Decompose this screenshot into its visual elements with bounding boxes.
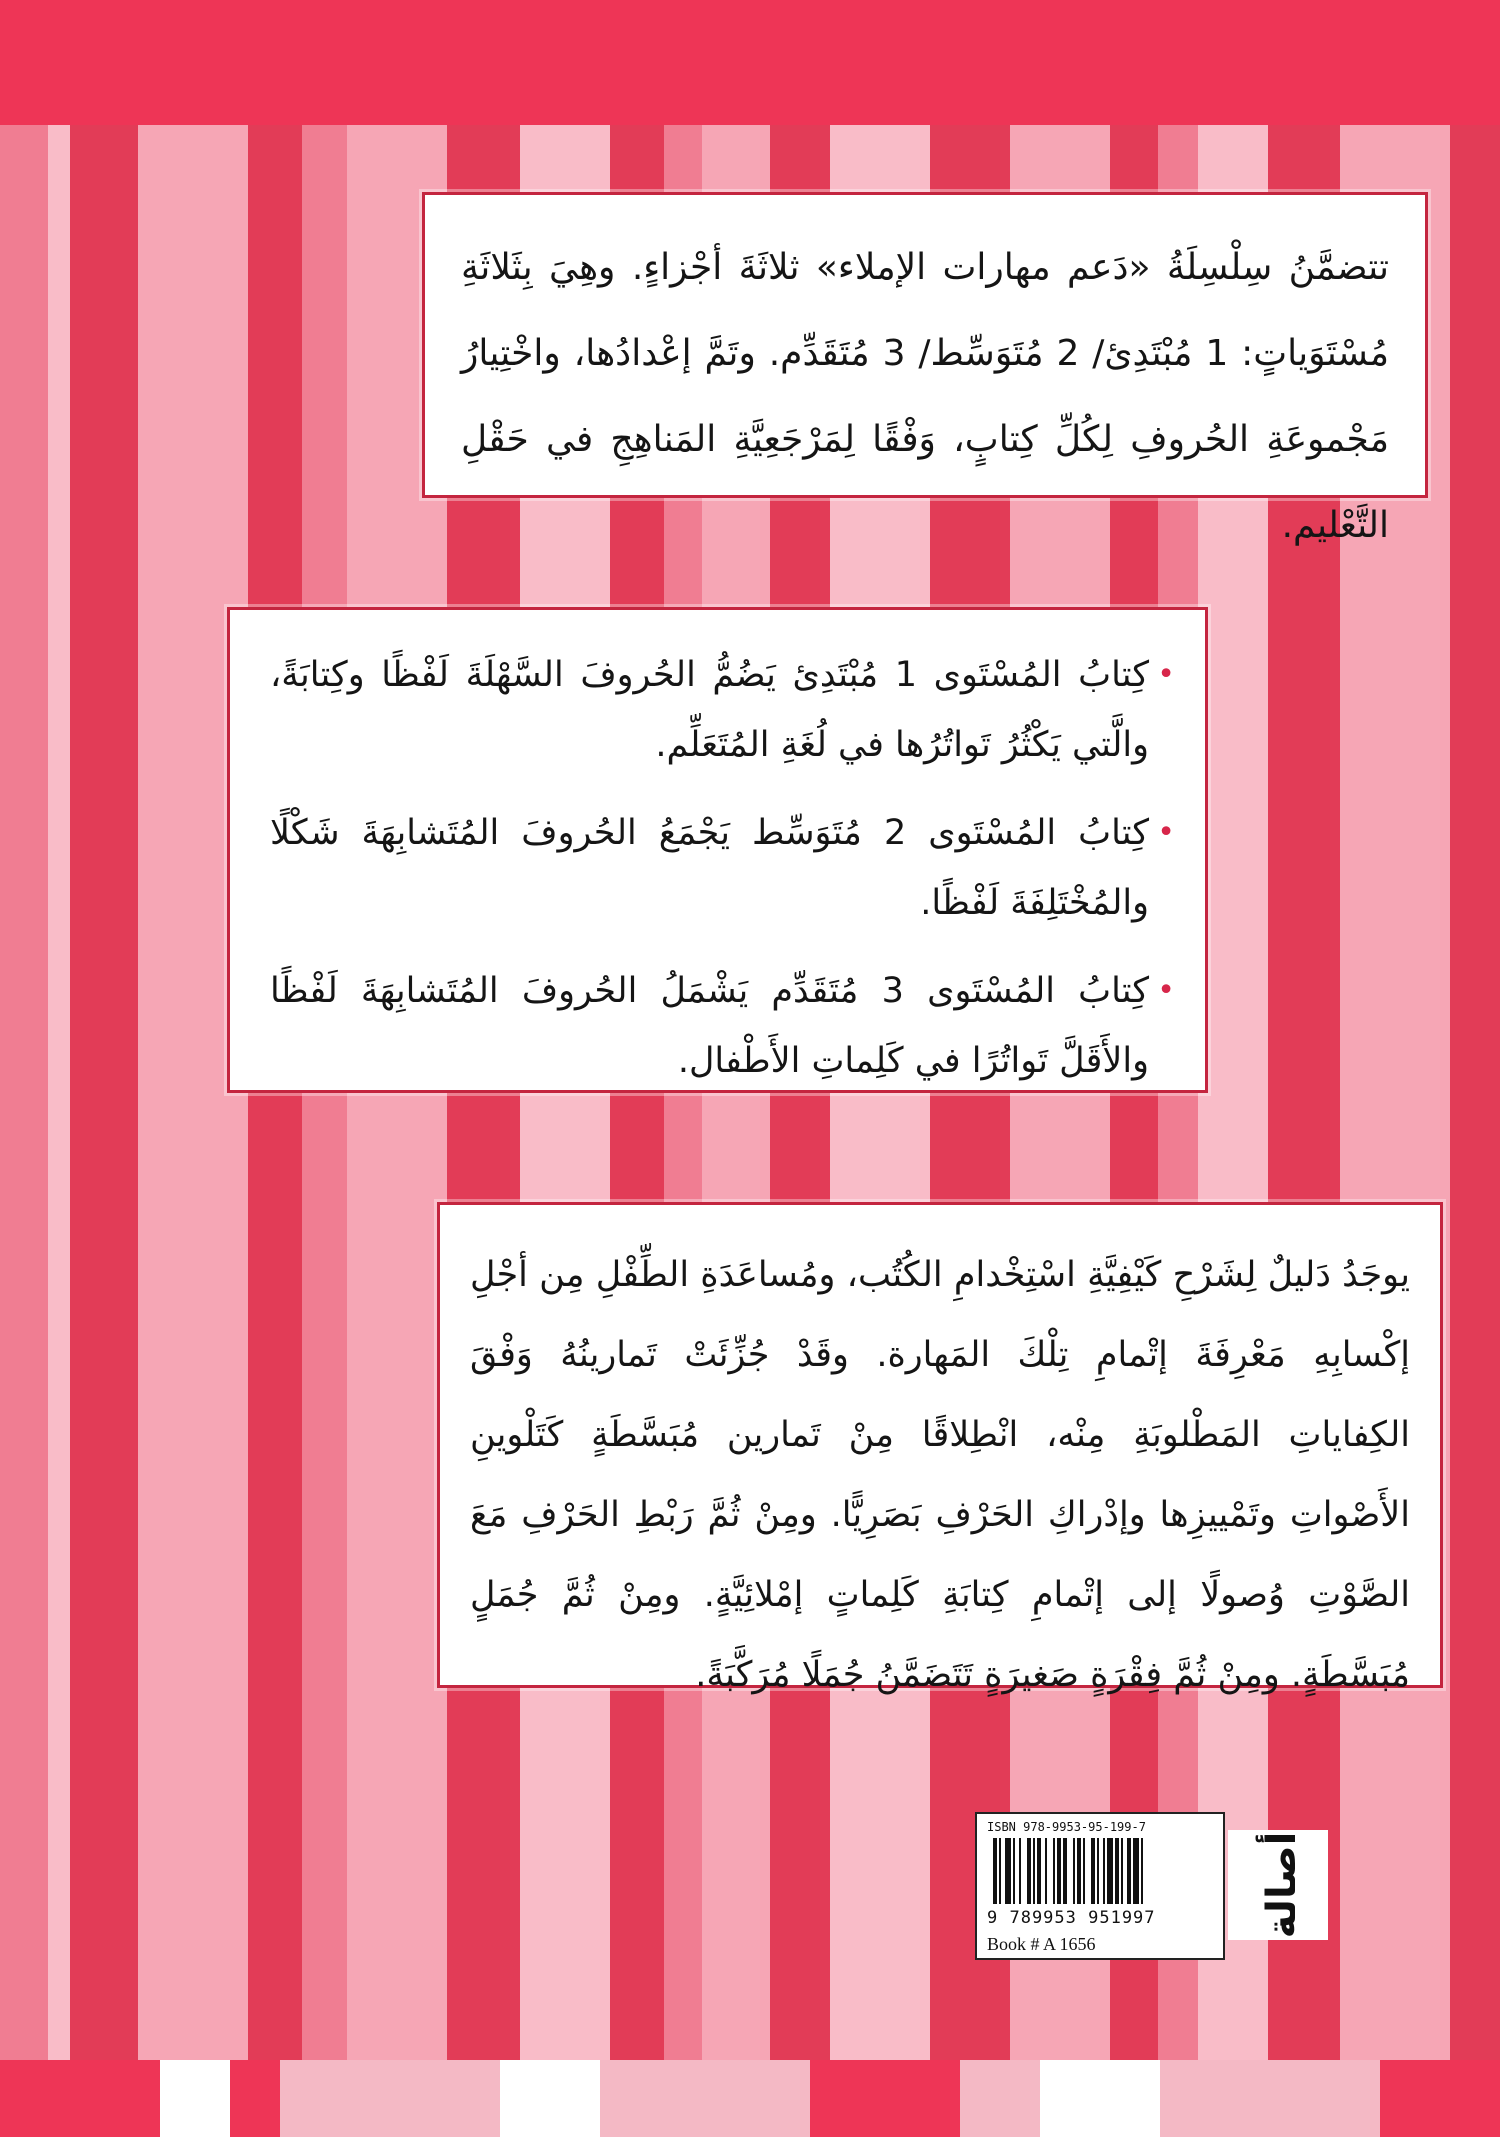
- level-1-item: • كِتابُ المُسْتَوى 1 مُبْتَدِئ يَضُمُّ الحُروفَ السَّهْلَةَ لَفْظًا وكِتابَةً، والَّتي يَكْثُرُ تَواتُرُها في لُغَةِ المُتَعَلِّم.: [270, 640, 1175, 780]
- level-3-item: • كِتابُ المُسْتَوى 3 مُتَقَدِّم يَشْمَلُ الحُروفَ المُتَشابِهَةَ لَفْظًا والأَقَلَّ تَواتُرًا في كَلِماتِ الأَطْفال.: [270, 956, 1175, 1096]
- barcode-number: 9 789953 951997: [987, 1908, 1156, 1928]
- barcode-icon: [991, 1838, 1213, 1904]
- bottom-block: [1380, 2060, 1500, 2137]
- stripe: [0, 125, 48, 2060]
- bottom-block: [810, 2060, 960, 2137]
- guide-panel: [440, 1205, 1440, 1695]
- levels-list: [270, 640, 1175, 1096]
- series-intro-panel: [425, 195, 1425, 546]
- bottom-block: [230, 2060, 280, 2137]
- svg-text:أصالة: أصالة: [1259, 1831, 1305, 1939]
- stripe: [48, 125, 70, 2060]
- stripe: [138, 125, 248, 2060]
- isbn-barcode-box: [975, 1812, 1225, 1960]
- publisher-logo: [1228, 1830, 1328, 1940]
- bottom-band: [0, 2060, 1500, 2137]
- book-number: Book # A 1656: [987, 1934, 1096, 1954]
- level-2-item: • كِتابُ المُسْتَوى 2 مُتَوَسِّط يَجْمَعُ الحُروفَ المُتَشابِهَةَ شَكْلًا والمُخْتَلِفَةَ لَفْظًا.: [270, 798, 1175, 938]
- bottom-block: [500, 2060, 600, 2137]
- isbn-label: ISBN 978-9953-95-199-7: [987, 1820, 1146, 1834]
- levels-panel: [230, 610, 1205, 1090]
- bottom-block: [1040, 2060, 1160, 2137]
- bottom-block: [160, 2060, 230, 2137]
- bottom-block: [0, 2060, 160, 2137]
- top-band: [0, 0, 1500, 125]
- guide-text: يوجَدُ دَليلٌ لِشَرْحِ كَيْفِيَّةِ اسْتِخْدامِ الكُتُب، ومُساعَدَةِ الطِّفْلِ مِن أجْلِ إكْسابِهِ مَعْرِفَةَ إتْمامِ تِلْكَ المَهارة. وقَدْ جُزِّئَتْ تَمارينُهُ وَفْقَ الكِفاياتِ المَطْلوبَةِ مِنْه، انْطِلاقًا مِنْ تَمارين مُبَسَّطَةٍ كَتَلْوينِ الأَصْواتِ وتَمْييزِها وإدْراكِ الحَرْفِ بَصَرِيًّا. ومِنْ ثُمَّ رَبْطِ الحَرْفِ مَعَ الصَّوْتِ وُصولًا إلى إتْمامِ كِتابَةِ كَلِماتٍ إمْلائِيَّةٍ. ومِنْ ثُمَّ جُمَلٍ مُبَسَّطَةٍ. ومِنْ ثُمَّ فِقْرَةٍ صَغيرَةٍ تَتَضَمَّنُ جُمَلًا مُرَكَّبَةً.: [470, 1255, 1410, 1695]
- series-intro-text: تتضمَّنُ سِلْسِلَةُ «دَعم مهارات الإملاء» ثلاثَةَ أجْزاءٍ. وهِيَ بِثَلاثَةِ مُسْتَوَياتٍ: 1 مُبْتَدِئ/ 2 مُتَوَسِّط/ 3 مُتَقَدِّم. وتَمَّ إعْدادُها، واخْتِيارُ مَجْموعَةِ الحُروفِ لِكُلِّ كِتابٍ، وَفْقًا لِمَرْجَعِيَّةِ المَناهِجِ في حَقْلِ التَّعْليم.: [461, 247, 1389, 546]
